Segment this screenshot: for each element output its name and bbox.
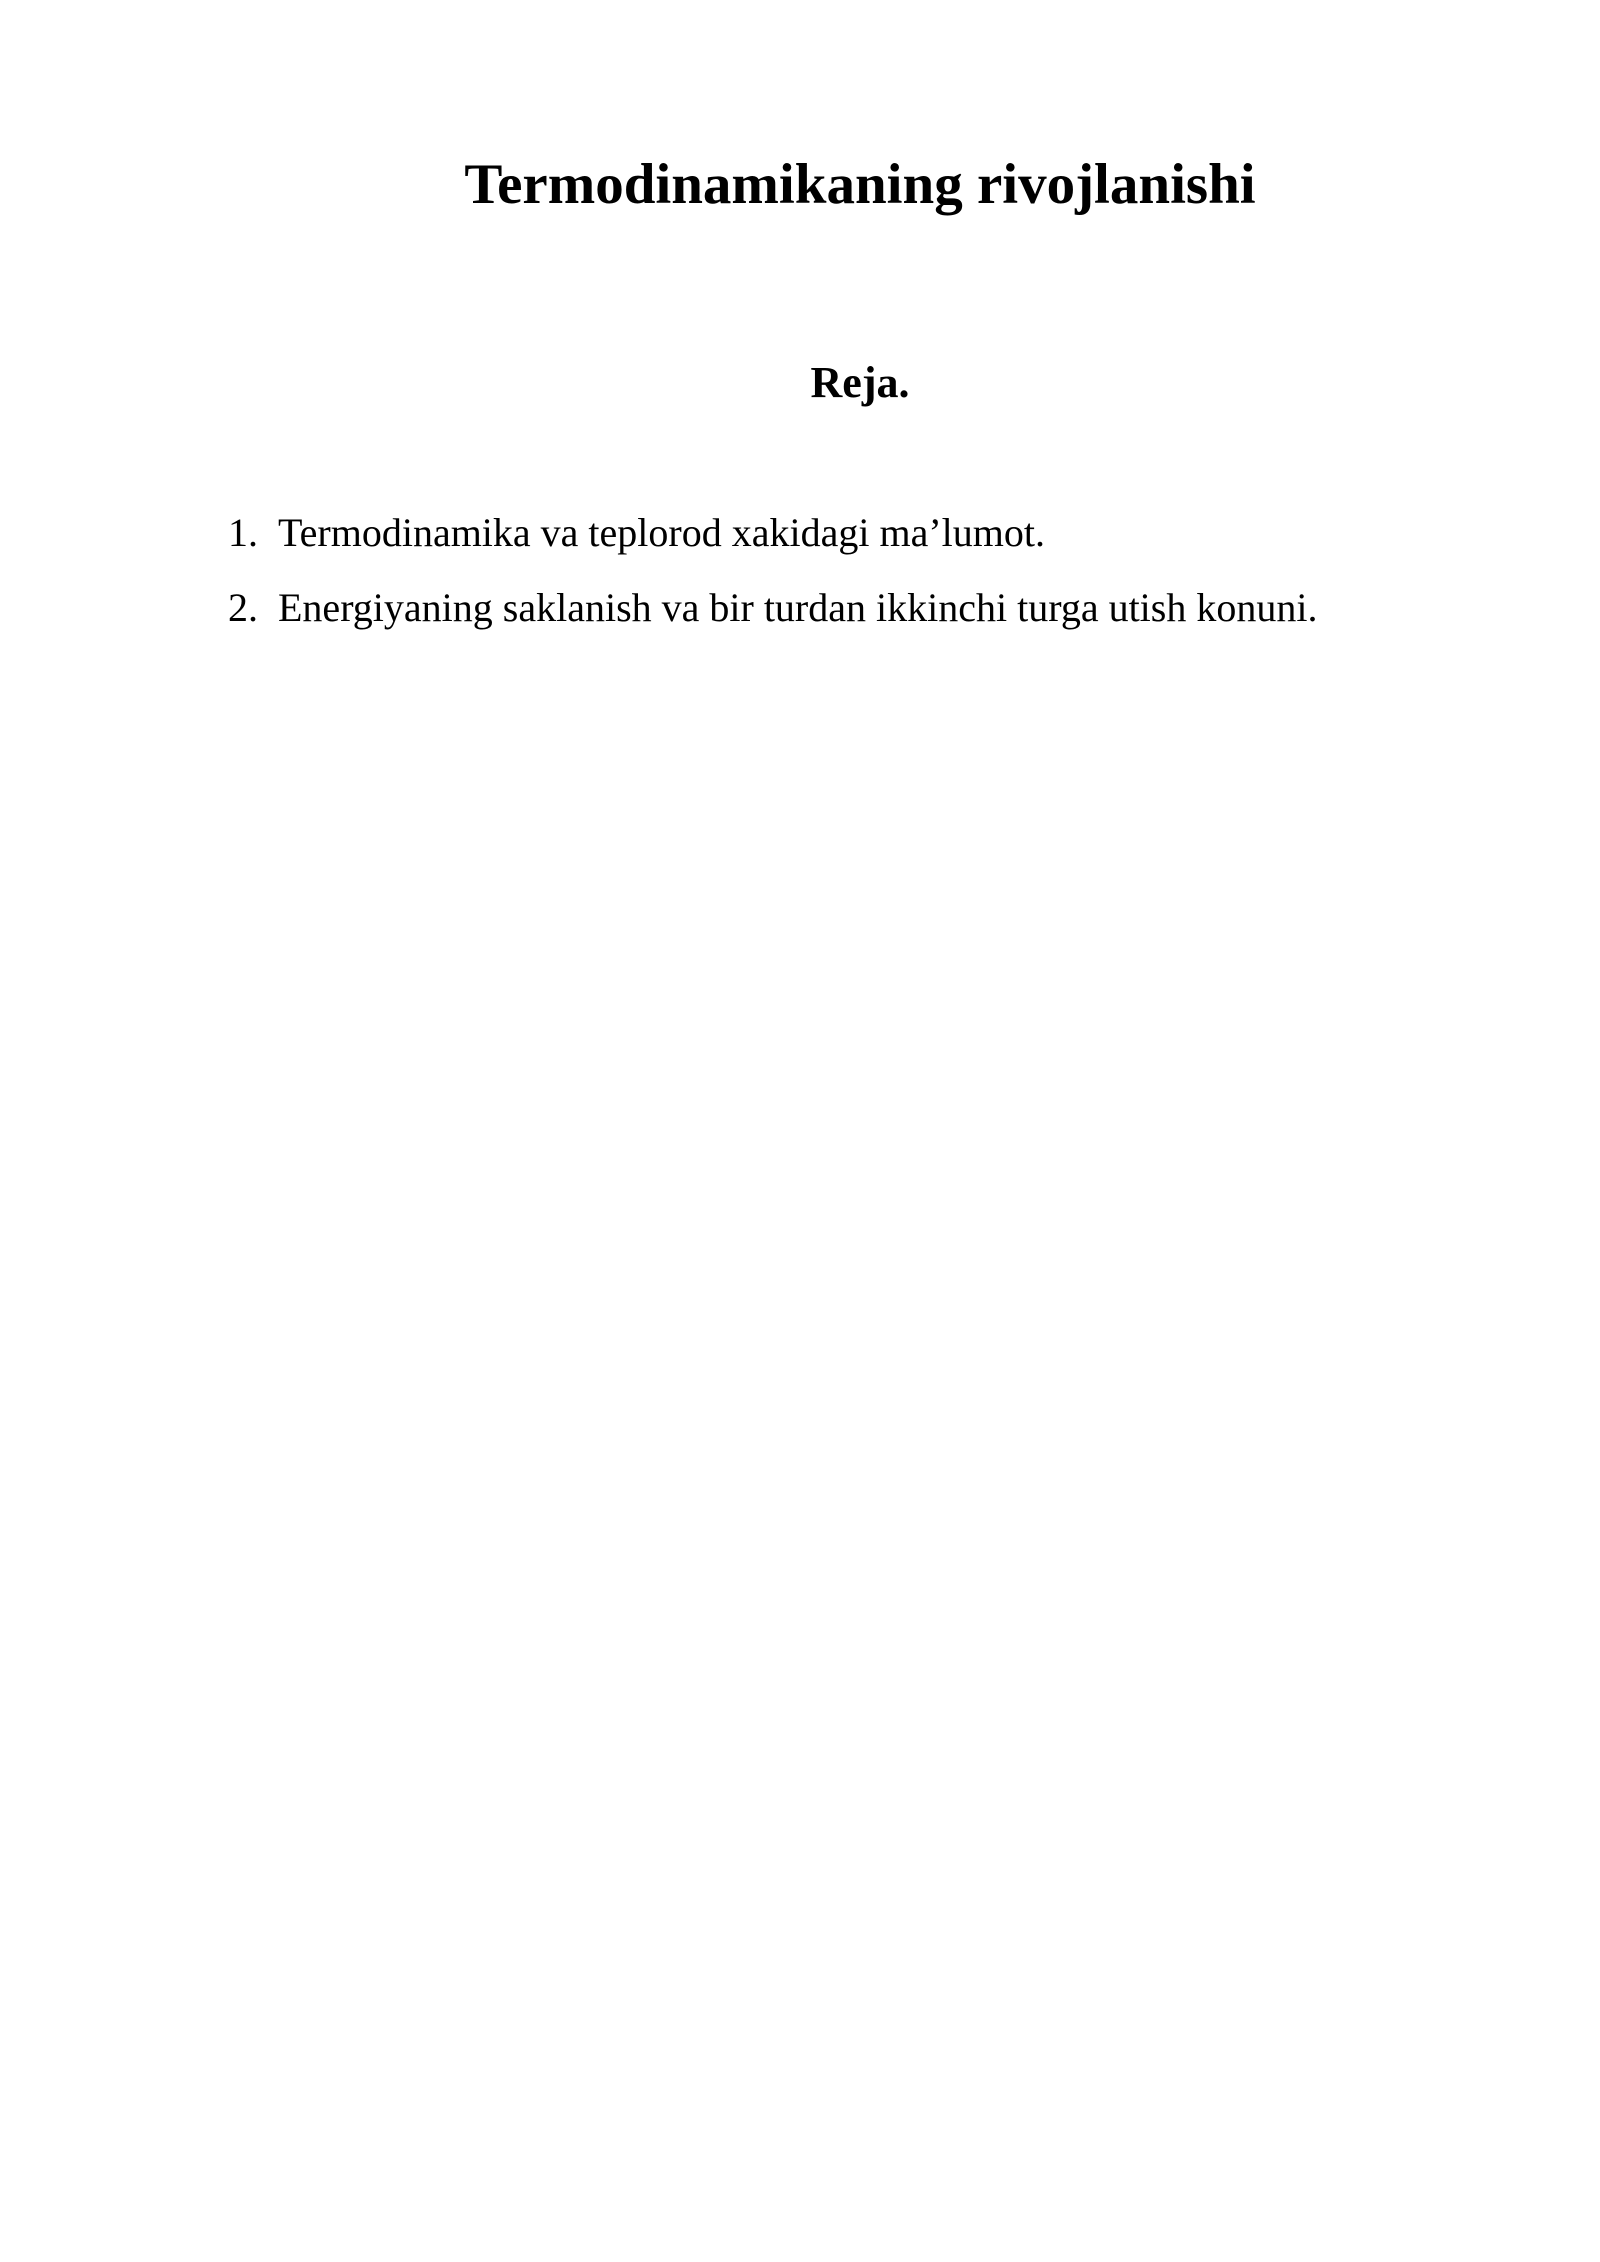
plan-list-item — [228, 583, 1317, 633]
plan-item-text: Energiyaning saklanish va bir turdan ikkinchi turga utish konuni. — [278, 585, 1318, 630]
plan-heading: Reja. — [810, 358, 910, 407]
plan-item-number: 2. — [228, 585, 258, 630]
plan-item-number: 1. — [228, 510, 258, 555]
plan-list — [228, 508, 1317, 658]
plan-list-item — [228, 508, 1317, 558]
document-title: Termodinamikaning rivojlanishi — [464, 153, 1256, 216]
plan-item-text: Termodinamika va teplorod xakidagi ma’lumot. — [278, 510, 1045, 555]
